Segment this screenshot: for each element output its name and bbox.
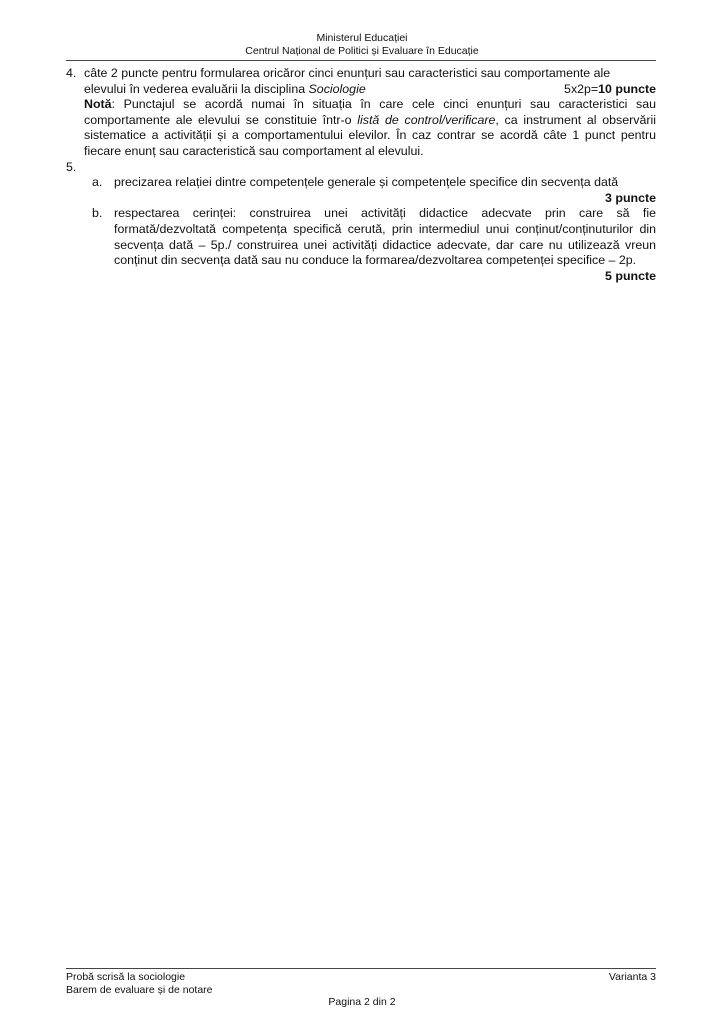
note-italic: listă de control/verificare: [357, 112, 496, 127]
item-5-b-score: 5 puncte: [605, 268, 656, 283]
item-5-a-text: precizarea relației dintre competențele generale și competențele specifice din secvența dată: [114, 175, 619, 190]
item-5-spacer: [84, 160, 656, 176]
score-points: 10 puncte: [598, 81, 656, 96]
item-5-b-body: respectarea cerinței: construirea unei activități didactice adecvate prin care să fie formată/dezvoltată competența specifică cerută, prin intermediul unui conținut/conținuturilor din secvența dată – 5p./ construirea unei activități didactice adecvate, dar care nu utilizează vreun conținut din secvența dată sau nu conduce la formarea/dezvoltarea competenței specifice – 2p.: [114, 206, 656, 268]
item-4-discipline-text: elevului în vederea evaluării la disciplina: [84, 81, 309, 96]
item-4-score: [564, 82, 656, 98]
page-number: Pagina 2 din 2: [328, 996, 396, 1008]
note-text-1: : Punctajul se acordă numai în situația în care cele cinci enunțuri sau caracteristici sau comportamente ale elevului se constituie într-o: [84, 97, 656, 127]
item-5-b: [84, 206, 656, 283]
item-number: 5.: [66, 159, 77, 174]
note-text-2: , ca instrument al observării sistematice a activității și a comportamentului elevilor. În caz contrar se acordă câte 1 punct pentru fiecare enunț sau caracteristică sau comportament al elevului.: [84, 112, 656, 158]
item-5-a: [84, 175, 656, 206]
page-header: [0, 32, 724, 58]
subitem-letter: a.: [92, 175, 103, 190]
note-label: Notă: [84, 97, 112, 112]
subitem-letter: b.: [92, 206, 103, 221]
item-4-line-2-text: [84, 82, 366, 98]
item-5-a-score: 3 puncte: [605, 190, 656, 205]
footer-exam-title: Probă scrisă la sociologie: [66, 971, 186, 983]
item-5: [66, 160, 656, 176]
footer-variant: Varianta 3: [608, 971, 656, 983]
item-4-line-1: câte 2 puncte pentru formularea oricăror cinci enunțuri sau caracteristici sau comportamente ale: [84, 66, 611, 80]
item-4: [66, 66, 656, 160]
footer-row: [66, 971, 656, 984]
footer-divider: [66, 968, 656, 969]
item-4-line-2: [84, 82, 656, 98]
document-body: [66, 66, 656, 284]
subject-name: Sociologie: [308, 81, 366, 96]
footer-doc-type: Barem de evaluare și de notare: [66, 984, 213, 996]
page-footer: [66, 971, 656, 997]
score-formula: 5x2p=: [564, 81, 599, 96]
item-5-b-text: [114, 206, 656, 283]
item-number: 4.: [66, 66, 77, 80]
header-center: Centrul Național de Politici și Evaluare în Educație: [245, 45, 479, 57]
header-divider: [66, 60, 656, 61]
item-4-note: [84, 97, 656, 159]
header-ministry: Ministerul Educației: [316, 32, 408, 44]
